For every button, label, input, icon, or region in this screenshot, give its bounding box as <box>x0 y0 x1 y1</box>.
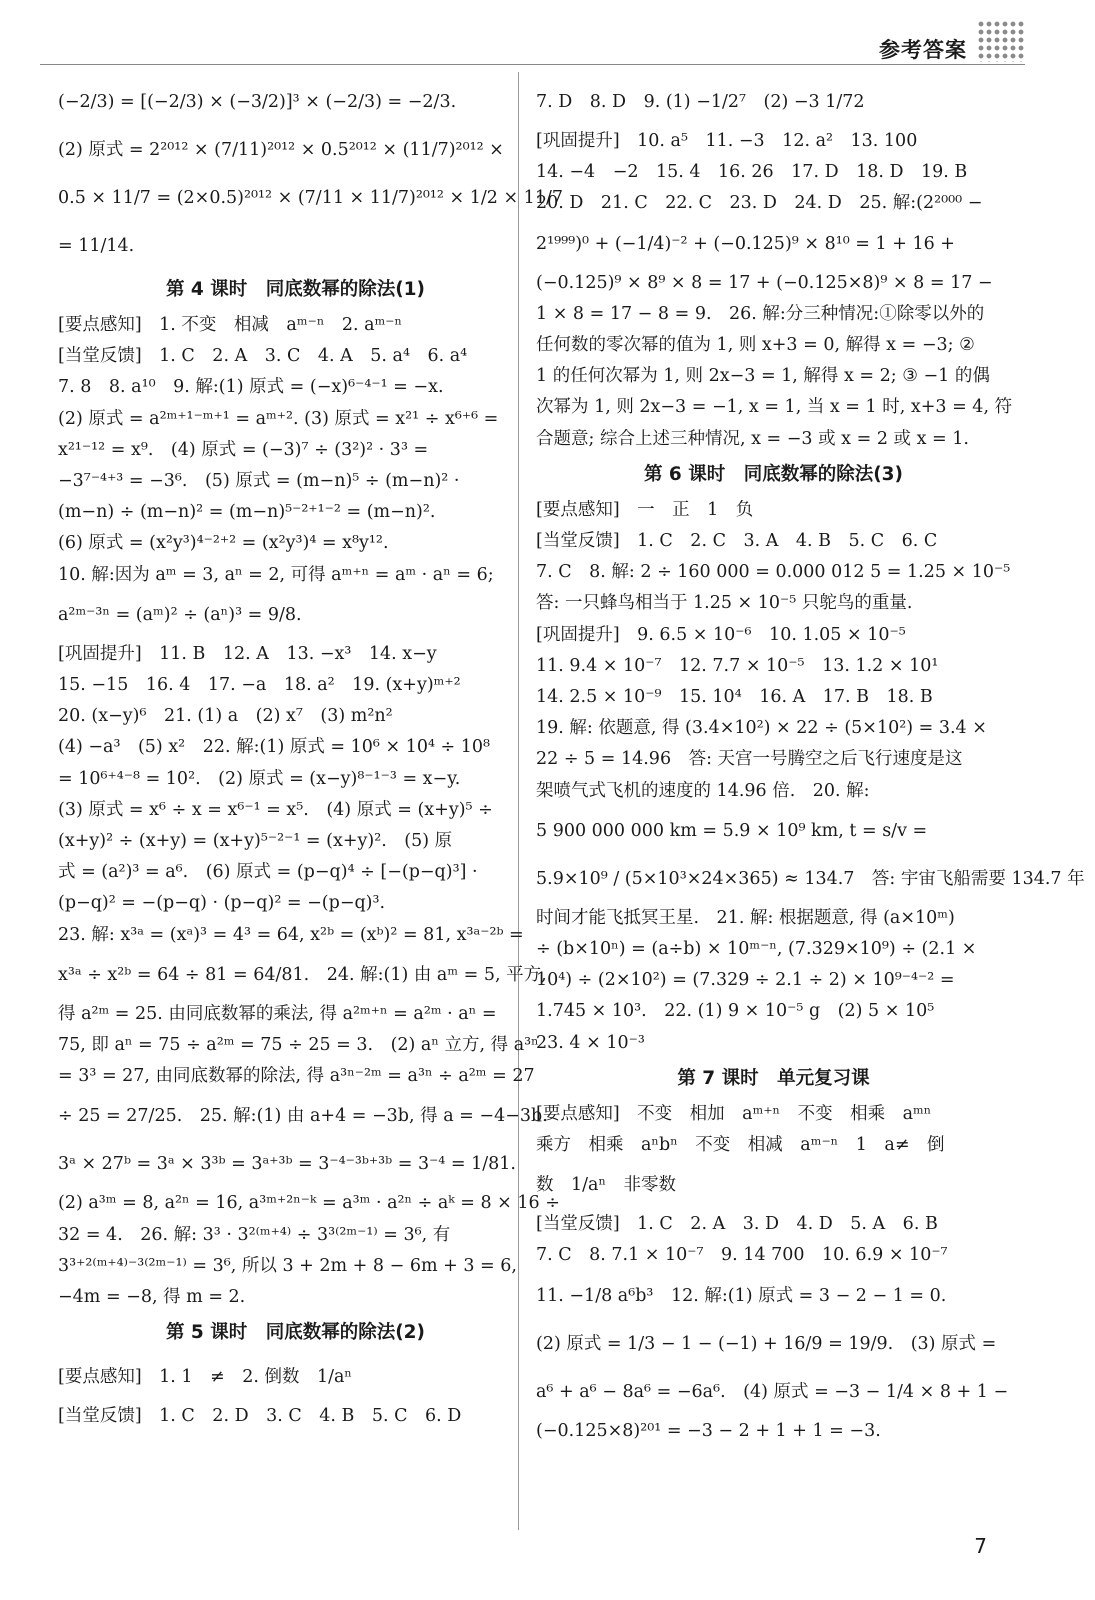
answer-line: 时间才能飞抵冥王星. 21. 解: 根据题意, 得 (a×10ᵐ) <box>536 907 955 928</box>
answer-line: (4) −a³ (5) x² 22. 解:(1) 原式 = 10⁶ × 10⁴ ÷ 10⁸ <box>58 737 491 758</box>
answer-line: (−2/3) = [(−2/3) × (−3/2)]³ × (−2/3) = −2/3. <box>58 92 457 112</box>
answer-line: 架喷气式飞机的速度的 14.96 倍. 20. 解: <box>536 780 870 801</box>
answer-line: 10⁴) ÷ (2×10²) = (7.329 ÷ 2.1 ÷ 2) × 10⁹⁻⁴⁻² = <box>536 970 955 991</box>
answer-line: 32 = 4. 26. 解: 3³ · 3²⁽ᵐ⁺⁴⁾ ÷ 3³⁽²ᵐ⁻¹⁾ = 3⁶, 有 <box>58 1224 451 1245</box>
answer-line: (3) 原式 = x⁶ ÷ x = x⁶⁻¹ = x⁵. (4) 原式 = (x+y)⁵ ÷ <box>58 799 493 820</box>
header-rule <box>40 64 1025 65</box>
header-title: 参考答案 <box>879 38 967 62</box>
answer-line: 合题意; 综合上述三种情况, x = −3 或 x = 2 或 x = 1. <box>536 428 969 449</box>
answer-line: −4m = −8, 得 m = 2. <box>58 1287 246 1308</box>
answer-line: [当堂反馈] 1. C 2. A 3. D 4. D 5. A 6. B <box>536 1214 938 1235</box>
answer-line: a⁶ + a⁶ − 8a⁶ = −6a⁶. (4) 原式 = −3 − 1/4 × 8 + 1 − <box>536 1381 1009 1402</box>
answer-line: = 11/14. <box>58 236 135 256</box>
answer-line: 次幂为 1, 则 2x−3 = −1, x = 1, 当 x = 1 时, x+3 = 4, 符 <box>536 397 1013 418</box>
answer-line: 7. C 8. 解: 2 ÷ 160 000 = 0.000 012 5 = 1.25 × 10⁻⁵ <box>536 562 1011 583</box>
answer-line: (2) 原式 = 1/3 − 1 − (−1) + 16/9 = 19/9. (3) 原式 = <box>536 1333 997 1354</box>
answer-line: 式 = (a²)³ = a⁶. (6) 原式 = (p−q)⁴ ÷ [−(p−q)³] · <box>58 862 478 883</box>
answer-line: x²¹⁻¹² = x⁹. (4) 原式 = (−3)⁷ ÷ (3²)² · 3³ = <box>58 439 429 460</box>
answer-line: 11. 9.4 × 10⁻⁷ 12. 7.7 × 10⁻⁵ 13. 1.2 × 10¹ <box>536 655 939 676</box>
answer-line: = 10⁶⁺⁴⁻⁸ = 10². (2) 原式 = (x−y)⁸⁻¹⁻³ = x−y. <box>58 768 461 789</box>
answer-line: 5 900 000 000 km = 5.9 × 10⁹ km, t = s/v = <box>536 820 928 841</box>
answer-line: 15. −15 16. 4 17. −a 18. a² 19. (x+y)ᵐ⁺² <box>58 675 461 696</box>
answer-line: 乘方 相乘 aⁿbⁿ 不变 相减 aᵐ⁻ⁿ 1 a≠ 倒 <box>536 1135 945 1156</box>
answer-line: ÷ 25 = 27/25. 25. 解:(1) 由 a+4 = −3b, 得 a = −4−3b. <box>58 1106 548 1127</box>
answer-line: [要点感知] 一 正 1 负 <box>536 499 754 520</box>
left-column <box>58 78 563 1432</box>
answer-line: 7. 8 8. a¹⁰ 9. 解:(1) 原式 = (−x)⁶⁻⁴⁻¹ = −x. <box>58 377 444 398</box>
answer-line: 2¹⁹⁹⁹)⁰ + (−1/4)⁻² + (−0.125)⁹ × 8¹⁰ = 1 + 16 + <box>536 233 955 254</box>
answer-line: 20. D 21. C 22. C 23. D 24. D 25. 解:(2²⁰⁰⁰ − <box>536 193 983 214</box>
answer-line: [当堂反馈] 1. C 2. C 3. A 4. B 5. C 6. C <box>536 531 938 552</box>
answer-line: 7. D 8. D 9. (1) −1/2⁷ (2) −3 1/72 <box>536 92 865 112</box>
section-heading: 第 4 课时 同底数幂的除法(1) <box>165 279 426 300</box>
answer-line: 23. 解: x³ᵃ = (xᵃ)³ = 4³ = 64, x²ᵇ = (xᵇ)² = 81, x³ᵃ⁻²ᵇ = <box>58 924 524 945</box>
answer-line: x³ᵃ ÷ x²ᵇ = 64 ÷ 81 = 64/81. 24. 解:(1) 由 aᵐ = 5, 平方, <box>58 964 547 985</box>
section-heading: 第 7 课时 单元复习课 <box>677 1067 870 1089</box>
section-heading: 第 5 课时 同底数幂的除法(2) <box>165 1322 426 1344</box>
answer-line: 14. −4 −2 15. 4 16. 26 17. D 18. D 19. B <box>536 162 968 183</box>
answer-line: 1.745 × 10³. 22. (1) 9 × 10⁻⁵ g (2) 5 × 10⁵ <box>536 1001 935 1022</box>
answer-line: 3³⁺²⁽ᵐ⁺⁴⁾⁻³⁽²ᵐ⁻¹⁾ = 3⁶, 所以 3 + 2m + 8 − 6m + 3 = 6, <box>58 1255 517 1276</box>
answer-line: (2) a³ᵐ = 8, a²ⁿ = 16, a³ᵐ⁺²ⁿ⁻ᵏ = a³ᵐ · a²ⁿ ÷ aᵏ = 8 × 16 ÷ <box>58 1193 560 1214</box>
answer-line: [巩固提升] 10. a⁵ 11. −3 12. a² 13. 100 <box>536 131 918 151</box>
answer-line: 3ᵃ × 27ᵇ = 3ᵃ × 3³ᵇ = 3ᵃ⁺³ᵇ = 3⁻⁴⁻³ᵇ⁺³ᵇ = 3⁻⁴ = 1/81. <box>58 1154 516 1175</box>
answer-line: [当堂反馈] 1. C 2. D 3. C 4. B 5. C 6. D <box>58 1406 462 1427</box>
answer-line: [要点感知] 不变 相加 aᵐ⁺ⁿ 不变 相乘 aᵐⁿ <box>536 1103 932 1124</box>
answer-line: 22 ÷ 5 = 14.96 答: 天宫一号腾空之后飞行速度是这 <box>536 749 963 770</box>
answer-line: [巩固提升] 9. 6.5 × 10⁻⁶ 10. 1.05 × 10⁻⁵ <box>536 624 906 645</box>
right-column <box>536 78 1085 1447</box>
answer-line: 23. 4 × 10⁻³ <box>536 1032 645 1053</box>
answer-line: 数 1/aⁿ 非零数 <box>536 1175 677 1196</box>
header-dots-decoration <box>977 20 1025 62</box>
section-heading: 第 6 课时 同底数幂的除法(3) <box>643 463 904 485</box>
answer-line: [要点感知] 1. 1 ≠ 2. 倒数 1/aⁿ <box>58 1367 353 1388</box>
answer-line: = 3³ = 27, 由同底数幂的除法, 得 a³ⁿ⁻²ᵐ = a³ⁿ ÷ a²ᵐ = 27 <box>58 1066 535 1087</box>
answer-line: 20. (x−y)⁶ 21. (1) a (2) x⁷ (3) m²n² <box>58 706 393 727</box>
answer-line: (2) 原式 = a²ᵐ⁺¹⁻ᵐ⁺¹ = aᵐ⁺². (3) 原式 = x²¹ ÷ x⁶⁺⁶ = <box>58 408 499 429</box>
answer-line: 0.5 × 11/7 = (2×0.5)²⁰¹² × (7/11 × 11/7)²⁰¹² × 1/2 × 11/7 <box>58 188 563 208</box>
answer-line: [巩固提升] 11. B 12. A 13. −x³ 14. x−y <box>58 643 437 664</box>
answer-line: 1 × 8 = 17 − 8 = 9. 26. 解:分三种情况:①除零以外的 <box>536 303 985 324</box>
answer-line: −3⁷⁻⁴⁺³ = −3⁶. (5) 原式 = (m−n)⁵ ÷ (m−n)² · <box>58 471 460 492</box>
answer-line: ÷ (b×10ⁿ) = (a÷b) × 10ᵐ⁻ⁿ, (7.329×10⁹) ÷ (2.1 × <box>536 939 977 960</box>
answer-line: [当堂反馈] 1. C 2. A 3. C 4. A 5. a⁴ 6. a⁴ <box>58 346 468 367</box>
answer-line: 7. C 8. 7.1 × 10⁻⁷ 9. 14 700 10. 6.9 × 10⁻⁷ <box>536 1245 948 1266</box>
answer-line: (6) 原式 = (x²y³)⁴⁻²⁺² = (x²y³)⁴ = x⁸y¹². <box>58 533 389 554</box>
answer-line: 得 a²ᵐ = 25. 由同底数幂的乘法, 得 a²ᵐ⁺ⁿ = a²ᵐ · aⁿ = <box>58 1003 497 1024</box>
answer-line: 答: 一只蜂鸟相当于 1.25 × 10⁻⁵ 只鸵鸟的重量. <box>536 593 913 614</box>
answer-line: [要点感知] 1. 不变 相减 aᵐ⁻ⁿ 2. aᵐ⁻ⁿ <box>58 315 403 335</box>
answer-line: (p−q)² = −(p−q) · (p−q)² = −(p−q)³. <box>58 893 386 914</box>
answer-line: 75, 即 aⁿ = 75 ÷ a²ᵐ = 75 ÷ 25 = 3. (2) aⁿ 立方, 得 a³ⁿ <box>58 1035 539 1056</box>
answer-line: (x+y)² ÷ (x+y) = (x+y)⁵⁻²⁻¹ = (x+y)². (5) 原 <box>58 831 453 852</box>
answer-line: 11. −1/8 a⁶b³ 12. 解:(1) 原式 = 3 − 2 − 1 = 0. <box>536 1285 947 1306</box>
answer-line: 1 的任何次幂为 1, 则 2x−3 = 1, 解得 x = 2; ③ −1 的偶 <box>536 366 990 387</box>
answer-line: a²ᵐ⁻³ⁿ = (aᵐ)² ÷ (aⁿ)³ = 9/8. <box>58 604 302 625</box>
answer-line: 19. 解: 依题意, 得 (3.4×10²) × 22 ÷ (5×10²) = 3.4 × <box>536 718 987 739</box>
page-number: 7 <box>974 1534 987 1558</box>
answer-line: (m−n) ÷ (m−n)² = (m−n)⁵⁻²⁺¹⁻² = (m−n)². <box>58 502 436 523</box>
answer-line: 10. 解:因为 aᵐ = 3, aⁿ = 2, 可得 aᵐ⁺ⁿ = aᵐ · aⁿ = 6; <box>58 564 494 585</box>
answer-line: (−0.125)⁹ × 8⁹ × 8 = 17 + (−0.125×8)⁹ × 8 = 17 − <box>536 272 993 293</box>
answer-line: 任何数的零次幂的值为 1, 则 x+3 = 0, 解得 x = −3; ② <box>536 335 975 356</box>
answer-line: 14. 2.5 × 10⁻⁹ 15. 10⁴ 16. A 17. B 18. B <box>536 687 933 708</box>
answer-line: (−0.125×8)²⁰¹ = −3 − 2 + 1 + 1 = −3. <box>536 1420 881 1441</box>
answer-line: 5.9×10⁹ / (5×10³×24×365) ≈ 134.7 答: 宇宙飞船需要 134.7 年 <box>536 868 1085 889</box>
answer-line: (2) 原式 = 2²⁰¹² × (7/11)²⁰¹² × 0.5²⁰¹² × (11/7)²⁰¹² × <box>58 140 504 160</box>
